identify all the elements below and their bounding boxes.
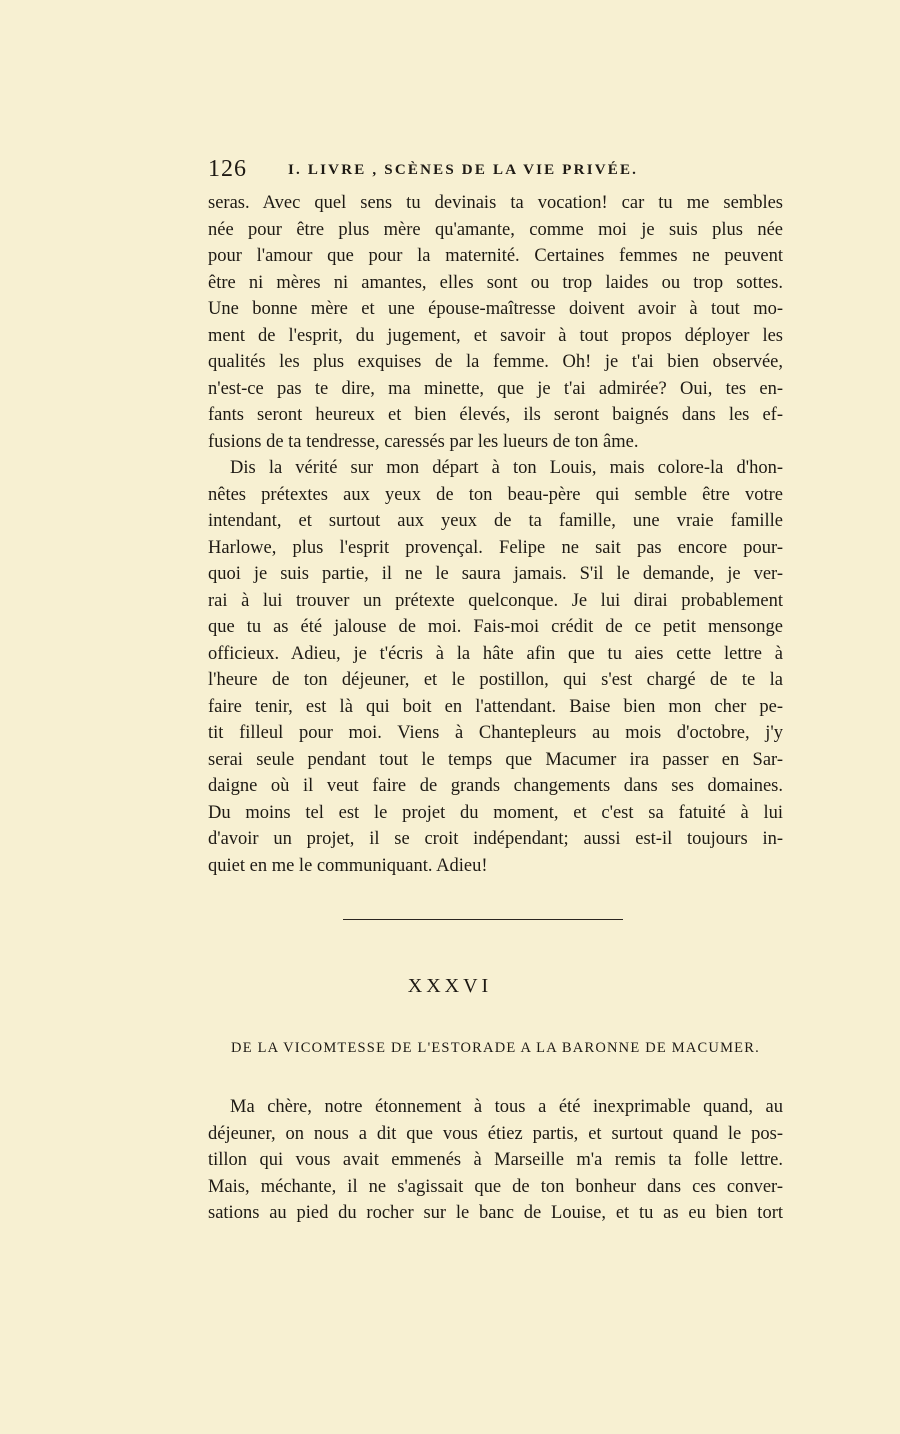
- text-line: intendant, et surtout aux yeux de ta famille, une vraie famille: [208, 511, 783, 531]
- text-line: tillon qui vous avait emmenés à Marseille m'a remis ta folle lettre.: [208, 1150, 783, 1170]
- text-line: née pour être plus mère qu'amante, comme moi je suis plus née: [208, 219, 783, 240]
- text-line: fusions de ta tendresse, caressés par les lueurs de ton âme.: [208, 431, 639, 452]
- text-line: être ni mères ni amantes, elles sont ou trop laides ou trop sottes.: [208, 272, 783, 293]
- text-line: Une bonne mère et une épouse-maîtresse doivent avoir à tout mo-: [208, 299, 783, 319]
- text-line: quiet en me le communiquant. Adieu!: [208, 855, 488, 876]
- text-line: seras. Avec quel sens tu devinais ta vocation! car tu me sembles: [208, 193, 783, 213]
- text-line: Mais, méchante, il ne s'agissait que de ton bonheur dans ces conver-: [208, 1176, 783, 1197]
- text-line: fants seront heureux et bien élevés, ils seront baignés dans les ef-: [208, 405, 783, 425]
- text-line: serai seule pendant tout le temps que Macumer ira passer en Sar-: [208, 749, 783, 770]
- text-line: Ma chère, notre étonnement à tous a été inexprimable quand, au: [230, 1097, 783, 1117]
- text-line: tit filleul pour moi. Viens à Chantepleurs au mois d'octobre, j'y: [208, 723, 783, 743]
- text-line: déjeuner, on nous a dit que vous étiez partis, et surtout quand le pos-: [208, 1123, 783, 1144]
- text-line: l'heure de ton déjeuner, et le postillon, qui s'est chargé de te la: [208, 670, 783, 690]
- chapter-title: DE LA VICOMTESSE DE L'ESTORADE A LA BARONNE DE MACUMER.: [231, 1040, 760, 1056]
- running-head: I. LIVRE , SCÈNES DE LA VIE PRIVÉE.: [288, 162, 639, 178]
- letter-opening: [208, 1094, 783, 1227]
- letter-continuation: [208, 190, 783, 879]
- section-divider: [343, 919, 623, 920]
- text-line: Harlowe, plus l'esprit provençal. Felipe ne sait pas encore pour-: [208, 537, 783, 558]
- text-line: Du moins tel est le projet du moment, et c'est sa fatuité à lui: [208, 802, 783, 823]
- text-line: faire tenir, est là qui boit en l'attendant. Baise bien mon cher pe-: [208, 696, 783, 717]
- text-line: Dis la vérité sur mon départ à ton Louis, mais colore-la d'hon-: [230, 458, 783, 478]
- text-line: daigne où il veut faire de grands changements dans ses domaines.: [208, 776, 783, 796]
- text-line: pour l'amour que pour la maternité. Certaines femmes ne peuvent: [208, 246, 783, 266]
- page-number: 126: [208, 156, 247, 182]
- chapter-number: XXXVI: [407, 975, 493, 997]
- text-line: d'avoir un projet, il se croit indépendant; aussi est-il toujours in-: [208, 829, 783, 849]
- text-line: ment de l'esprit, du jugement, et savoir à tout propos déployer les: [208, 325, 783, 346]
- text-line: quoi je suis partie, il ne le saura jamais. S'il le demande, je ver-: [208, 564, 783, 584]
- text-line: que tu as été jalouse de moi. Fais-moi crédit de ce petit mensonge: [208, 617, 783, 637]
- text-line: n'est-ce pas te dire, ma minette, que je t'ai admirée? Oui, tes en-: [208, 378, 783, 399]
- page-header: [208, 152, 783, 186]
- text-line: nêtes prétextes aux yeux de ton beau-père qui semble être votre: [208, 484, 783, 505]
- text-line: rai à lui trouver un prétexte quelconque. Je lui dirai probablement: [208, 590, 783, 611]
- text-line: qualités les plus exquises de la femme. Oh! je t'ai bien observée,: [208, 352, 783, 372]
- text-line: officieux. Adieu, je t'écris à la hâte afin que tu aies cette lettre à: [208, 643, 783, 664]
- text-line: sations au pied du rocher sur le banc de Louise, et tu as eu bien tort: [208, 1203, 783, 1223]
